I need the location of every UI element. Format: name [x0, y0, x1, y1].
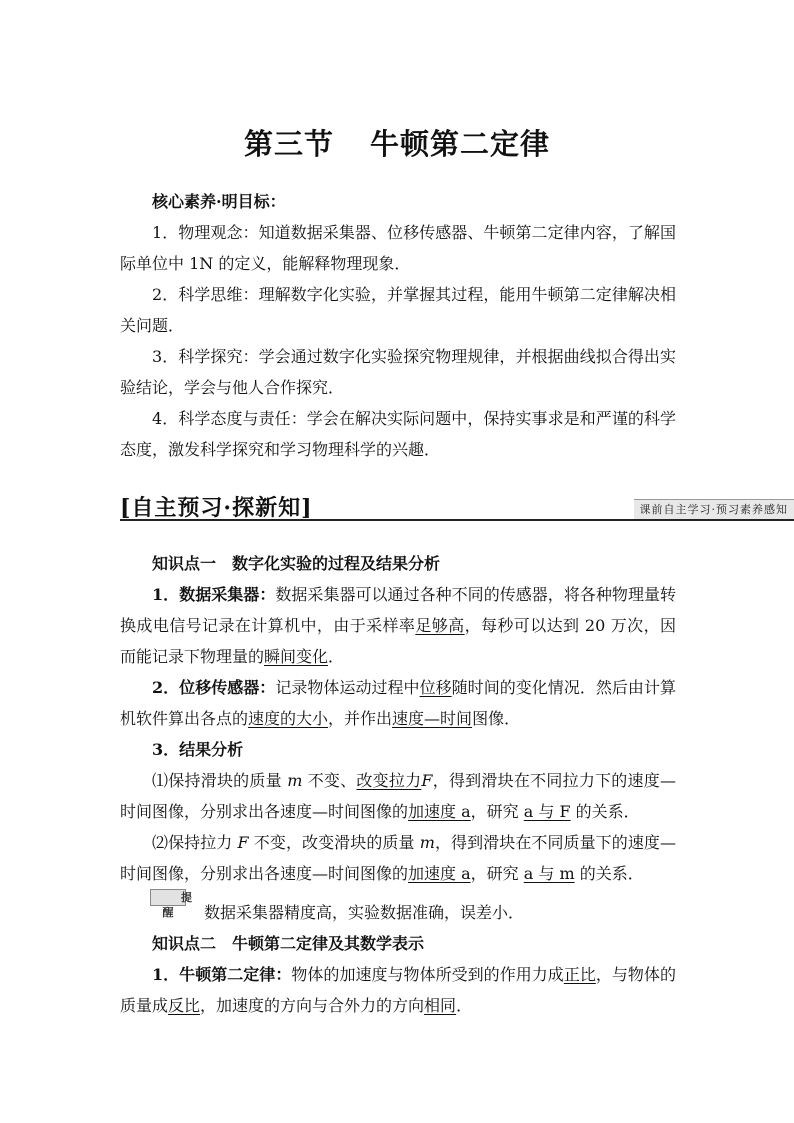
- k2-p1-underline-1: 正比: [563, 965, 596, 984]
- k1-p1-underline-1: 足够高: [415, 616, 465, 635]
- k1-p4-underline-3: a 与 F: [523, 802, 571, 821]
- k1-p1-text-2: ，每秒可以达到 20 万次，因而能记录下物理量的: [120, 616, 676, 666]
- k1-p2-underline-3: 速度—时间: [392, 709, 473, 728]
- k1-p5-text-3: ，得到滑块在不同质量下的速度—时间图像，分别求出各速度—时间图像的: [120, 833, 676, 883]
- k1-p2-text-4: 图像．: [472, 709, 521, 728]
- k1-p1-text: 数据采集器可以通过各种不同的传感器，将各种物理量转换成电信号记录在计算机中，由于采样率: [120, 585, 676, 635]
- k1-p5-var-m: m: [419, 833, 435, 852]
- k1-p2-text-2: 随时间的变化情况．然后由计算机软件算出各点的: [120, 678, 676, 728]
- core-literacy-block: [120, 186, 676, 465]
- k2-p1-text: 物体的加速度与物体所受到的作用力成: [291, 965, 564, 984]
- k1-p2-underline-2: 速度的大小: [248, 709, 329, 728]
- k1-p4-text-2: 不变、: [302, 771, 357, 790]
- k1-p2-text-3: ，并作出: [328, 709, 393, 728]
- k1-p2-text: 记录物体运动过程中: [275, 678, 420, 697]
- k1-p4-text-4: ，研究: [470, 802, 524, 821]
- k1-p5-text-4: ，研究: [470, 864, 524, 883]
- k1-p2-underline-1: 位移: [419, 678, 452, 697]
- tip-icon: 提醒: [150, 889, 186, 906]
- k1-analysis-item-2: [120, 827, 676, 889]
- k1-p5-text: ⑵保持拉力: [152, 833, 238, 852]
- k1-p4-var-m: m: [287, 771, 303, 790]
- section-tag: 课前自主学习·预习素养感知: [634, 499, 794, 520]
- k1-p5-underline-2: a 与 m: [523, 864, 575, 883]
- k1-tip: [120, 889, 676, 928]
- k1-result-analysis-heading: 3．结果分析: [152, 740, 244, 759]
- core-item-3: 3．科学探究：学会通过数字化实验探究物理规律，并根据曲线拟合得出实验结论，学会与他人合作探究．: [120, 347, 676, 397]
- core-item-1: 1．物理观念：知道数据采集器、位移传感器、牛顿第二定律内容，了解国际单位中 1N 的定义，能解释物理现象．: [120, 223, 676, 273]
- k1-p4-text-5: 的关系．: [570, 802, 640, 821]
- k1-p4-underline-1: 改变拉力: [356, 771, 422, 790]
- k1-paragraph-displacement-sensor: [120, 672, 676, 734]
- k1-p1-text-3: ．: [328, 647, 345, 666]
- k2-p1-text-3: ，加速度的方向与合外力的方向: [200, 996, 425, 1015]
- k2-p1-text-2: ，与物体的质量成: [120, 965, 676, 1015]
- title-topic: 牛顿第二定律: [370, 127, 551, 161]
- k1-p1-label: 1．数据采集器：: [152, 585, 276, 604]
- page-title: [0, 122, 794, 163]
- core-item-4: 4．科学态度与责任：学会在解决实际问题中，保持实事求是和严谨的科学态度，激发科学探究和学习物理科学的兴趣．: [120, 409, 676, 459]
- core-item-2: 2．科学思维：理解数字化实验，并掌握其过程，能用牛顿第二定律解决相关问题．: [120, 285, 676, 335]
- k1-p1-underline-2: 瞬间变化: [264, 647, 329, 666]
- k1-p5-underline-1: 加速度 a: [408, 864, 471, 883]
- knowledge-block: [120, 548, 676, 1021]
- k1-p5-text-2: 不变，改变滑块的质量: [248, 833, 420, 852]
- k2-p1-label: 1．牛顿第二定律：: [152, 965, 292, 984]
- k1-p5-var-f: F: [237, 833, 249, 852]
- k1-p4-var-f: F: [421, 771, 433, 790]
- section-header: [120, 489, 794, 523]
- k2-p1-underline-2: 反比: [168, 996, 201, 1015]
- knowledge-point-1-heading: 知识点一 数字化实验的过程及结果分析: [152, 554, 441, 573]
- k1-p4-text-3: ，得到滑块在不同拉力下的速度—时间图像，分别求出各速度—时间图像的: [120, 771, 676, 821]
- k1-tip-text: 数据采集器精度高，实验数据准确，误差小．: [204, 903, 525, 922]
- k1-p2-label: 2．位移传感器：: [152, 678, 276, 697]
- core-literacy-heading: 核心素养·明目标：: [152, 192, 286, 211]
- k1-p4-text: ⑴保持滑块的质量: [152, 771, 288, 790]
- k1-p5-text-5: 的关系．: [574, 864, 644, 883]
- section-divider: [120, 519, 794, 521]
- k2-p1-text-4: ．: [456, 996, 473, 1015]
- k1-analysis-item-1: [120, 765, 676, 827]
- knowledge-point-2-heading: 知识点二 牛顿第二定律及其数学表示: [152, 934, 425, 953]
- k1-p4-underline-2: 加速度 a: [408, 802, 471, 821]
- section-title: [自主预习·探新知]: [120, 495, 313, 521]
- title-section-number: 第三节: [243, 127, 334, 161]
- k2-p1-underline-3: 相同: [424, 996, 457, 1015]
- k2-paragraph-newton-second-law: [120, 959, 676, 1021]
- k1-paragraph-data-collector: [120, 579, 676, 672]
